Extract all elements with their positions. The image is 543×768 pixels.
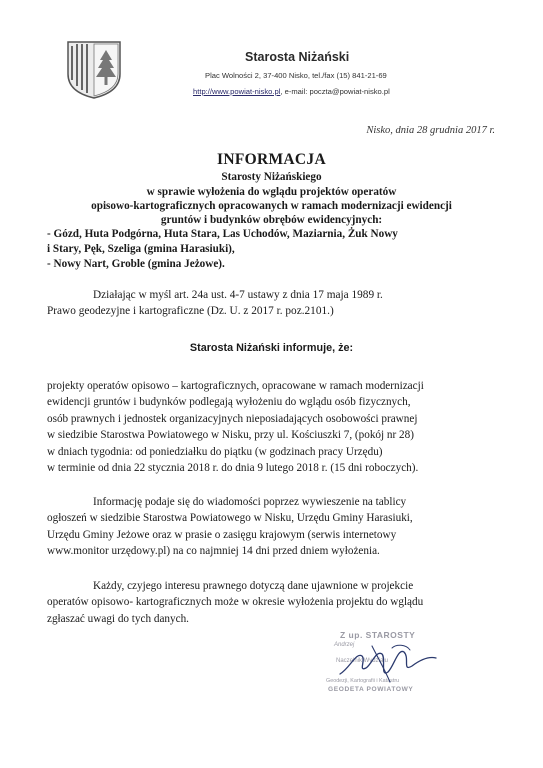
office-address: Plac Wolności 2, 37-400 Nisko, tel./fax (15) 841-21-69 — [205, 71, 387, 80]
legal-basis-line: Prawo geodezyjne i kartograficzne (Dz. U. z 2017 r. poz.2101.) — [47, 305, 334, 317]
district-line: - Gózd, Huta Podgórna, Huta Stara, Las Uchodów, Maziarnia, Żuk Nowy — [47, 228, 398, 240]
paragraph-viewing-terms — [47, 378, 495, 476]
office-name: Starosta Niżański — [245, 50, 350, 64]
stamp-position-line: Naczelnik Wydziału — [336, 658, 388, 664]
handwritten-signature — [332, 638, 442, 686]
subtitle-line: gruntów i budynków obrębów ewidencyjnych: — [160, 214, 383, 226]
document-date: Nisko, dnia 28 grudnia 2017 r. — [366, 125, 495, 136]
powiat-crest-icon — [66, 40, 122, 100]
paragraph-line: w dniach tygodnia: od poniedziałku do piątku (w godzinach pracy Urzędu) — [47, 445, 383, 458]
paragraph-line: zgłaszać uwagi do tych danych. — [47, 612, 189, 625]
paragraph-line: projekty operatów opisowo – kartograficznych, opracowane w ramach modernizacji — [47, 380, 424, 392]
subtitle-line: w sprawie wyłożenia do wglądu projektów operatów — [146, 186, 397, 198]
stamp-authority-line: Z up. STAROSTY — [340, 630, 416, 640]
paragraph-line: Urzędu Gminy Jeżowe oraz w prasie o zasięgu krajowym (serwis internetowy — [47, 528, 397, 541]
legal-basis-line: Działając w myśl art. 24a ust. 4-7 ustawy z dnia 17 maja 1989 r. — [93, 289, 383, 301]
district-line: - Nowy Nart, Groble (gmina Jeżowe). — [47, 258, 225, 270]
paragraph-line: operatów opisowo- kartograficznych może w okresie wyłożenia projektu do wglądu — [47, 596, 424, 609]
office-contact — [193, 87, 390, 96]
paragraph-line: Każdy, czyjego interesu prawnego dotyczą dane ujawnione w projekcie — [93, 580, 414, 592]
document-title: INFORMACJA — [217, 151, 326, 168]
subtitle-line: opisowo-kartograficznych opracowanych w ramach modernizacji ewidencji — [91, 200, 452, 212]
stamp-department-line: Geodezji, Kartografii i Katastru — [326, 678, 400, 684]
paragraph-line: osób prawnych i jednostek organizacyjnych nieposiadających osobowości prawnej — [47, 412, 418, 425]
paragraph-publication — [47, 494, 495, 560]
paragraph-line: w siedzibie Starostwa Powiatowego w Nisku, przy ul. Kościuszki 7, (pokój nr 28) — [47, 429, 414, 442]
informs-heading: Starosta Niżański informuje, że: — [189, 342, 354, 354]
district-line: i Stary, Pęk, Szeliga (gmina Harasiuki), — [47, 243, 235, 255]
website-link[interactable]: http://www.powiat-nisko.pl — [193, 87, 281, 96]
subtitle-line: Starosty Niżańskiego — [221, 171, 322, 183]
paragraph-objections — [47, 578, 495, 627]
paragraph-line: w terminie od dnia 22 stycznia 2018 r. do dnia 9 lutego 2018 r. (15 dni roboczych). — [47, 462, 419, 475]
stamp-title-line: GEODETA POWIATOWY — [328, 686, 414, 693]
paragraph-line: ewidencji gruntów i budynków podlegają wyłożeniu do wglądu osób fizycznych, — [47, 396, 411, 409]
paragraph-line: Informację podaje się do wiadomości poprzez wywieszenie na tablicy — [93, 496, 407, 508]
official-stamp — [318, 628, 448, 723]
paragraph-line: ogłoszeń w siedzibie Starostwa Powiatowego w Nisku, Urzędu Gminy Harasiuki, — [47, 512, 413, 525]
paragraph-line: www.monitor urzędowy.pl) na co najmniej 14 dni przed dniem wyłożenia. — [47, 545, 380, 558]
email-text: , e-mail: poczta@powiat-nisko.pl — [280, 87, 390, 96]
stamp-name-line: Andrzej — [334, 642, 355, 648]
